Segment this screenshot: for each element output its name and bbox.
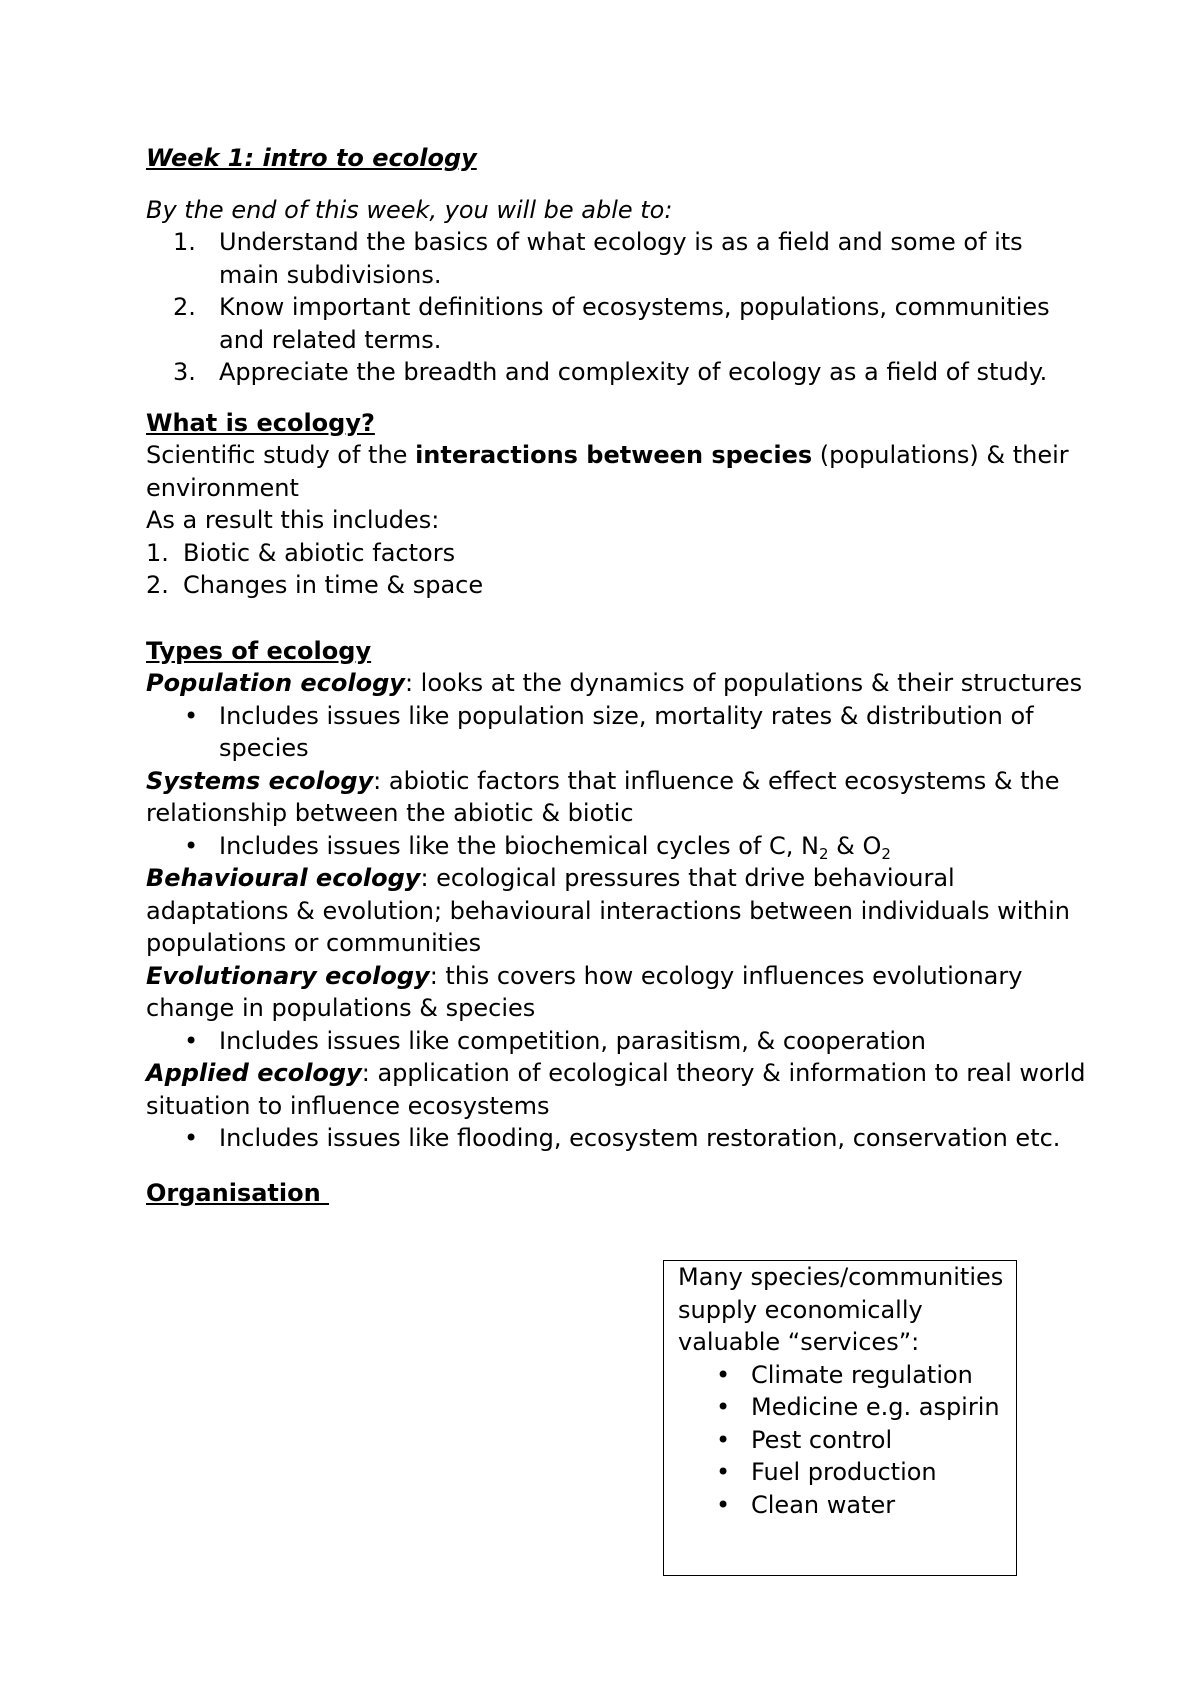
services-item: • Pest control (716, 1425, 893, 1454)
systems-ecology-bullets (146, 830, 1086, 863)
objectives-list (146, 226, 1086, 389)
types-of-ecology-heading: Types of ecology (146, 636, 372, 665)
behavioural-ecology-entry: Behavioural ecology: ecological pressures that drive behavioural adaptations & evolution; behavioural interactions between individuals within populations or communities (146, 864, 1070, 957)
services-item: • Clean water (716, 1490, 896, 1519)
bullet-item: • Includes issues like population size, mortality rates & distribution of species (184, 701, 1034, 762)
services-item: • Climate regulation (716, 1360, 973, 1389)
services-intro: Many species/communities supply economically valuable “services”: (678, 1263, 1004, 1356)
objectives-intro: By the end of this week, you will be able to: (146, 195, 673, 224)
evolutionary-ecology-entry: Evolutionary ecology: this covers how ecology influences evolutionary change in populations & species (146, 961, 1023, 1022)
objective-item: 1. Understand the basics of what ecology is as a field and some of its main subdivisions. (173, 228, 1023, 289)
bullet-item: • Includes issues like competition, parasitism, & cooperation (184, 1026, 926, 1055)
systems-ecology-entry: Systems ecology: abiotic factors that influence & effect ecosystems & the relationship between the abiotic & biotic (146, 766, 1060, 827)
population-ecology-bullets (146, 700, 1086, 765)
services-list (678, 1359, 1016, 1522)
objective-item: 3. Appreciate the breadth and complexity of ecology as a field of study. (173, 358, 1048, 386)
services-item: • Fuel production (716, 1458, 937, 1486)
what-is-ecology-heading: What is ecology? (146, 408, 375, 437)
bullet-item: • Includes issues like the biochemical cycles of C, $N_2$ & $O_2$ (184, 831, 891, 863)
page-title: Week 1: intro to ecology (146, 144, 477, 172)
ecology-definition: Scientific study of the interactions between species (populations) & their environment (146, 441, 1069, 502)
includes-item: 2. Changes in time & space (146, 571, 484, 599)
bullet-item: • Includes issues like flooding, ecosystem restoration, conservation etc. (184, 1124, 1061, 1152)
population-ecology-entry: Population ecology: looks at the dynamics of populations & their structures (146, 669, 1083, 697)
result-line: As a result this includes: (146, 506, 440, 534)
evolutionary-ecology-bullets (146, 1025, 1086, 1058)
includes-list (146, 537, 1086, 602)
services-box (663, 1260, 1017, 1576)
applied-ecology-bullets (146, 1122, 1086, 1155)
applied-ecology-entry: Applied ecology: application of ecological theory & information to real world situation to influence ecosystems (146, 1059, 1086, 1120)
objective-item: 2. Know important definitions of ecosystems, populations, communities and related terms. (173, 293, 1050, 354)
organisation-heading: Organisation (146, 1178, 330, 1207)
includes-item: 1. Biotic & abiotic factors (146, 538, 456, 567)
main-content (146, 142, 1086, 1209)
services-item: • Medicine e.g. aspirin (716, 1393, 1000, 1421)
